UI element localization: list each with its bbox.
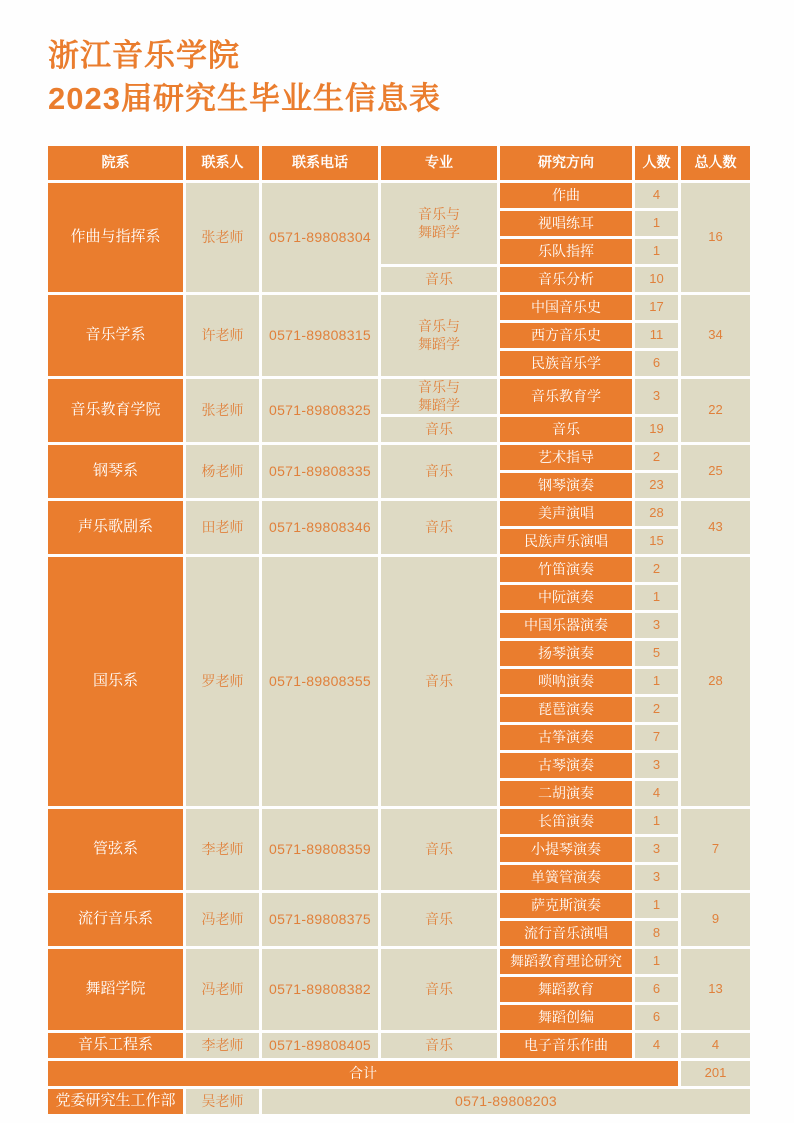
office-row: [48, 1089, 750, 1114]
direction-cell: [500, 183, 632, 208]
direction-cell: [500, 921, 632, 946]
count-cell-text: 3: [652, 617, 661, 633]
count-cell-text: 4: [652, 785, 661, 801]
section-total-cell: [681, 809, 750, 890]
table-row: [48, 557, 750, 582]
major-cell: [381, 295, 497, 376]
grand-total-label-cell: [48, 1061, 678, 1086]
count-cell: [635, 641, 678, 666]
direction-cell-text: 音乐教育学: [531, 387, 601, 404]
department-cell-text: 音乐工程系: [77, 1036, 153, 1054]
count-cell-text: 1: [652, 813, 661, 829]
department-cell: [48, 1033, 183, 1058]
major-cell-text: 音乐: [425, 270, 453, 287]
count-cell: [635, 379, 678, 414]
department-cell: [48, 379, 183, 442]
section-total-cell: [681, 1033, 750, 1058]
direction-cell-text: 乐队指挥: [538, 242, 594, 259]
direction-cell-text: 舞蹈教育: [538, 980, 594, 997]
section-total-cell-text: 13: [708, 981, 723, 997]
direction-cell: [500, 473, 632, 498]
department-cell: [48, 557, 183, 806]
direction-cell: [500, 865, 632, 890]
table-header: [48, 146, 750, 180]
count-cell-text: 28: [649, 505, 664, 521]
section-total-cell: [681, 295, 750, 376]
department-cell-text: 管弦系: [92, 840, 138, 858]
count-cell-text: 1: [652, 673, 661, 689]
direction-cell: [500, 501, 632, 526]
table-row: [48, 379, 750, 414]
phone-cell-text: 0571-89808315: [269, 326, 371, 343]
direction-cell: [500, 725, 632, 750]
count-cell-text: 7: [652, 729, 661, 745]
column-header-4: [381, 146, 497, 180]
direction-cell: [500, 753, 632, 778]
major-cell: [381, 893, 497, 946]
column-header-3-text: 联系电话: [292, 154, 348, 171]
major-cell: [381, 1033, 497, 1058]
direction-cell-text: 竹笛演奏: [538, 560, 594, 577]
contact-cell: [186, 501, 259, 554]
direction-cell: [500, 893, 632, 918]
section-total-cell: [681, 893, 750, 946]
count-cell-text: 10: [649, 271, 664, 287]
direction-cell-text: 音乐: [552, 420, 580, 437]
direction-cell: [500, 417, 632, 442]
count-cell: [635, 239, 678, 264]
phone-cell-text: 0571-89808382: [269, 980, 371, 997]
count-cell: [635, 529, 678, 554]
count-cell: [635, 473, 678, 498]
contact-cell: [186, 445, 259, 498]
graduate-info-table: [45, 143, 753, 1117]
office-phone-cell-text: 0571-89808203: [455, 1092, 557, 1109]
contact-cell-text: 李老师: [201, 840, 244, 857]
direction-cell: [500, 529, 632, 554]
direction-cell-text: 民族音乐学: [531, 354, 601, 371]
page-title: [48, 34, 441, 120]
section-total-cell-text: 43: [708, 519, 723, 535]
column-header-5: [500, 146, 632, 180]
section-total-cell-text: 25: [708, 463, 723, 479]
direction-cell-text: 小提琴演奏: [531, 840, 601, 857]
section-total-cell: [681, 183, 750, 292]
grand-total-value-cell-text: 201: [704, 1065, 727, 1081]
office-phone-cell: [262, 1089, 750, 1114]
major-cell-text: 音乐: [425, 518, 453, 535]
office-contact-cell: [186, 1089, 259, 1114]
count-cell-text: 1: [652, 589, 661, 605]
department-cell-text: 音乐学系: [85, 326, 146, 344]
phone-cell: [262, 557, 378, 806]
table-row: [48, 893, 750, 918]
direction-cell-text: 舞蹈教育理论研究: [510, 952, 622, 969]
phone-cell: [262, 379, 378, 442]
column-header-1-text: 院系: [101, 154, 130, 171]
direction-cell-text: 中阮演奏: [538, 588, 594, 605]
major-cell-text: 音乐: [425, 840, 453, 857]
contact-cell-text: 李老师: [201, 1036, 244, 1053]
contact-cell: [186, 1033, 259, 1058]
direction-cell-text: 艺术指导: [538, 448, 594, 465]
count-cell-text: 19: [649, 421, 664, 437]
contact-cell: [186, 557, 259, 806]
direction-cell-text: 音乐分析: [538, 270, 594, 287]
office-contact-cell-text: 吴老师: [201, 1092, 244, 1109]
direction-cell-text: 古筝演奏: [538, 728, 594, 745]
count-cell: [635, 725, 678, 750]
phone-cell: [262, 893, 378, 946]
major-cell: [381, 267, 497, 292]
direction-cell: [500, 239, 632, 264]
direction-cell-text: 琵琶演奏: [538, 700, 594, 717]
count-cell: [635, 351, 678, 376]
major-cell-text: 音乐: [425, 910, 453, 927]
count-cell-text: 2: [652, 561, 661, 577]
major-cell: [381, 949, 497, 1030]
direction-cell: [500, 613, 632, 638]
count-cell-text: 5: [652, 645, 661, 661]
count-cell-text: 1: [652, 243, 661, 259]
section-total-cell-text: 4: [711, 1037, 720, 1053]
section-total-cell-text: 28: [708, 673, 723, 689]
direction-cell-text: 中国音乐史: [531, 298, 601, 315]
page-title-line2: 2023届研究生毕业生信息表: [48, 81, 441, 116]
phone-cell-text: 0571-89808375: [269, 910, 371, 927]
count-cell: [635, 613, 678, 638]
phone-cell: [262, 183, 378, 292]
direction-cell: [500, 1005, 632, 1030]
phone-cell-text: 0571-89808405: [269, 1036, 371, 1053]
count-cell: [635, 921, 678, 946]
contact-cell-text: 冯老师: [201, 980, 244, 997]
contact-cell: [186, 949, 259, 1030]
direction-cell-text: 民族声乐演唱: [524, 532, 608, 549]
office-name-cell: [48, 1089, 183, 1114]
section-total-cell-text: 22: [708, 402, 723, 418]
section-total-cell: [681, 949, 750, 1030]
phone-cell: [262, 295, 378, 376]
count-cell-text: 8: [652, 925, 661, 941]
direction-cell: [500, 445, 632, 470]
count-cell-text: 4: [652, 187, 661, 203]
table-row: [48, 445, 750, 470]
department-cell-text: 流行音乐系: [77, 910, 153, 928]
column-header-6-text: 人数: [642, 154, 671, 171]
contact-cell: [186, 809, 259, 890]
count-cell: [635, 417, 678, 442]
section-total-cell-text: 16: [708, 229, 723, 245]
count-cell-text: 3: [652, 869, 661, 885]
contact-cell-text: 罗老师: [201, 672, 244, 689]
column-header-7-text: 总人数: [694, 154, 737, 171]
direction-cell-text: 西方音乐史: [531, 326, 601, 343]
contact-cell-text: 张老师: [201, 401, 244, 418]
phone-cell: [262, 809, 378, 890]
contact-cell-text: 许老师: [201, 326, 244, 343]
major-cell-text: 音乐: [425, 1036, 453, 1053]
section-total-cell-text: 34: [708, 327, 723, 343]
office-name-cell-text: 党委研究生工作部: [55, 1092, 176, 1110]
major-cell: [381, 183, 497, 264]
major-cell-text: 音乐与舞蹈学: [418, 206, 460, 240]
count-cell-text: 1: [652, 897, 661, 913]
section-total-cell: [681, 501, 750, 554]
phone-cell: [262, 501, 378, 554]
department-cell: [48, 501, 183, 554]
phone-cell-text: 0571-89808325: [269, 401, 371, 418]
direction-cell: [500, 585, 632, 610]
direction-cell-text: 作曲: [552, 186, 580, 203]
grand-total-label-cell-text: 合计: [349, 1064, 377, 1081]
direction-cell-text: 钢琴演奏: [538, 476, 594, 493]
phone-cell-text: 0571-89808335: [269, 462, 371, 479]
major-cell: [381, 379, 497, 414]
direction-cell: [500, 809, 632, 834]
direction-cell: [500, 781, 632, 806]
table-row: [48, 295, 750, 320]
section-total-cell: [681, 379, 750, 442]
department-cell: [48, 445, 183, 498]
contact-cell: [186, 379, 259, 442]
count-cell-text: 15: [649, 533, 664, 549]
page-title-line1: 浙江音乐学院: [48, 38, 240, 73]
count-cell: [635, 809, 678, 834]
count-cell: [635, 1005, 678, 1030]
phone-cell: [262, 445, 378, 498]
major-cell-text: 音乐: [425, 420, 453, 437]
count-cell: [635, 893, 678, 918]
column-header-3: [262, 146, 378, 180]
section-total-cell: [681, 445, 750, 498]
column-header-2: [186, 146, 259, 180]
phone-cell-text: 0571-89808359: [269, 840, 371, 857]
count-cell-text: 1: [652, 953, 661, 969]
count-cell-text: 23: [649, 477, 664, 493]
table-row: [48, 1033, 750, 1058]
grand-total-row: [48, 1061, 750, 1086]
department-cell: [48, 949, 183, 1030]
major-cell-text: 音乐: [425, 980, 453, 997]
count-cell-text: 6: [652, 355, 661, 371]
direction-cell-text: 古琴演奏: [538, 756, 594, 773]
count-cell-text: 3: [652, 757, 661, 773]
direction-cell: [500, 641, 632, 666]
table-row: [48, 949, 750, 974]
section-total-cell: [681, 557, 750, 806]
count-cell-text: 6: [652, 981, 661, 997]
major-cell: [381, 557, 497, 806]
direction-cell: [500, 669, 632, 694]
column-header-2-text: 联系人: [201, 154, 244, 171]
department-cell-text: 国乐系: [92, 672, 138, 690]
direction-cell-text: 视唱练耳: [538, 214, 594, 231]
direction-cell-text: 唢呐演奏: [538, 672, 594, 689]
count-cell-text: 17: [649, 299, 664, 315]
phone-cell-text: 0571-89808346: [269, 518, 371, 535]
section-total-cell-text: 9: [711, 911, 720, 927]
count-cell: [635, 865, 678, 890]
major-cell: [381, 417, 497, 442]
department-cell-text: 钢琴系: [92, 462, 138, 480]
department-cell-text: 声乐歌剧系: [77, 518, 153, 536]
direction-cell: [500, 837, 632, 862]
direction-cell-text: 单簧管演奏: [531, 868, 601, 885]
major-cell-text: 音乐与舞蹈学: [418, 379, 460, 413]
phone-cell-text: 0571-89808355: [269, 672, 371, 689]
direction-cell-text: 萨克斯演奏: [531, 896, 601, 913]
department-cell: [48, 893, 183, 946]
column-header-1: [48, 146, 183, 180]
column-header-5-text: 研究方向: [538, 154, 594, 171]
direction-cell: [500, 295, 632, 320]
contact-cell-text: 冯老师: [201, 910, 244, 927]
count-cell-text: 6: [652, 1009, 661, 1025]
direction-cell-text: 中国乐器演奏: [524, 616, 608, 633]
department-cell-text: 作曲与指挥系: [70, 228, 161, 246]
count-cell: [635, 585, 678, 610]
count-cell: [635, 501, 678, 526]
direction-cell: [500, 557, 632, 582]
direction-cell-text: 二胡演奏: [538, 784, 594, 801]
header-row: [48, 146, 750, 180]
major-cell-text: 音乐与舞蹈学: [418, 318, 460, 352]
direction-cell: [500, 351, 632, 376]
contact-cell-text: 张老师: [201, 228, 244, 245]
contact-cell: [186, 893, 259, 946]
count-cell-text: 2: [652, 449, 661, 465]
major-cell: [381, 809, 497, 890]
direction-cell-text: 流行音乐演唱: [524, 924, 608, 941]
count-cell: [635, 753, 678, 778]
direction-cell: [500, 211, 632, 236]
column-header-4-text: 专业: [425, 154, 453, 171]
phone-cell: [262, 1033, 378, 1058]
direction-cell: [500, 323, 632, 348]
contact-cell: [186, 295, 259, 376]
table-row: [48, 501, 750, 526]
direction-cell: [500, 977, 632, 1002]
direction-cell-text: 电子音乐作曲: [524, 1036, 608, 1053]
column-header-7: [681, 146, 750, 180]
section-total-cell-text: 7: [711, 841, 720, 857]
major-cell: [381, 445, 497, 498]
contact-cell-text: 杨老师: [201, 462, 244, 479]
direction-cell-text: 扬琴演奏: [538, 644, 594, 661]
department-cell: [48, 183, 183, 292]
count-cell: [635, 557, 678, 582]
major-cell-text: 音乐: [425, 672, 453, 689]
direction-cell-text: 长笛演奏: [538, 812, 594, 829]
count-cell: [635, 781, 678, 806]
direction-cell: [500, 1033, 632, 1058]
direction-cell: [500, 697, 632, 722]
table-row: [48, 809, 750, 834]
count-cell-text: 4: [652, 1037, 661, 1053]
contact-cell-text: 田老师: [201, 518, 244, 535]
department-cell: [48, 809, 183, 890]
grand-total-value-cell: [681, 1061, 750, 1086]
count-cell: [635, 669, 678, 694]
count-cell: [635, 267, 678, 292]
count-cell: [635, 323, 678, 348]
count-cell: [635, 1033, 678, 1058]
count-cell-text: 2: [652, 701, 661, 717]
count-cell: [635, 949, 678, 974]
count-cell-text: 1: [652, 215, 661, 231]
count-cell: [635, 445, 678, 470]
department-cell-text: 舞蹈学院: [85, 980, 146, 998]
count-cell: [635, 837, 678, 862]
count-cell: [635, 295, 678, 320]
count-cell: [635, 977, 678, 1002]
direction-cell-text: 舞蹈创编: [538, 1008, 594, 1025]
direction-cell: [500, 949, 632, 974]
count-cell: [635, 211, 678, 236]
column-header-6: [635, 146, 678, 180]
major-cell: [381, 501, 497, 554]
count-cell: [635, 697, 678, 722]
direction-cell-text: 美声演唱: [538, 504, 594, 521]
phone-cell: [262, 949, 378, 1030]
direction-cell: [500, 379, 632, 414]
contact-cell: [186, 183, 259, 292]
phone-cell-text: 0571-89808304: [269, 228, 371, 245]
department-cell: [48, 295, 183, 376]
major-cell-text: 音乐: [425, 462, 453, 479]
count-cell-text: 3: [652, 841, 661, 857]
table-row: [48, 183, 750, 208]
count-cell-text: 11: [649, 327, 664, 343]
department-cell-text: 音乐教育学院: [70, 401, 161, 419]
direction-cell: [500, 267, 632, 292]
count-cell-text: 3: [652, 388, 661, 404]
table-body: [48, 183, 750, 1114]
count-cell: [635, 183, 678, 208]
